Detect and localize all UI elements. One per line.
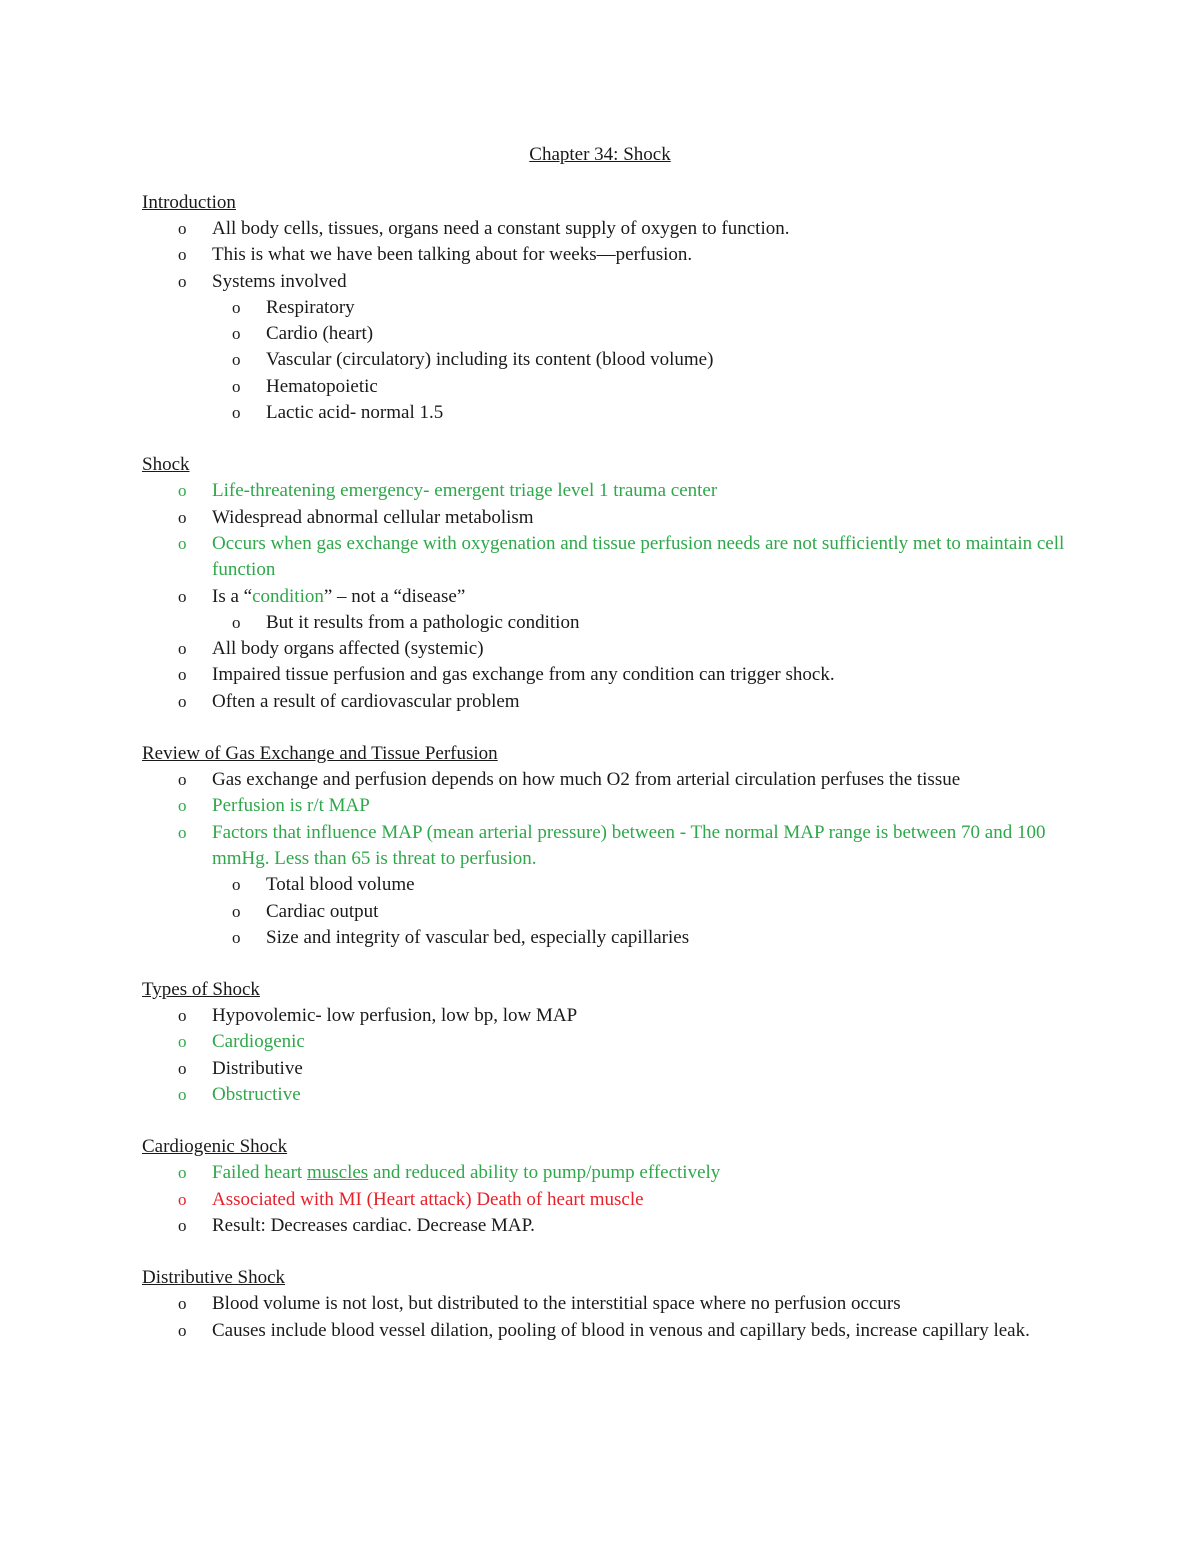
bullet-icon: o [232, 927, 241, 947]
bullet-icon: o [178, 533, 187, 553]
failed-underlined: muscles [306, 1162, 369, 1184]
bullet-icon: o [232, 403, 241, 423]
sub-list-item [142, 400, 1072, 426]
bullet-icon: o [178, 1294, 187, 1314]
sub-list-item [142, 321, 1072, 347]
sub-list-item [142, 374, 1072, 400]
list-item [142, 662, 1072, 688]
list-item-text: Hypovolemic- low perfusion, low bp, low MAP [212, 1005, 578, 1027]
section-heading-review: Review of Gas Exchange and Tissue Perfusion [142, 743, 498, 765]
bullet-icon: o [232, 350, 241, 370]
list-item-text: Obstructive [212, 1084, 301, 1106]
list-item [142, 1213, 1072, 1239]
list-item [142, 1003, 1072, 1029]
list-item-text: Gas exchange and perfusion depends on how much O2 from arterial circulation perfuses the tissue [212, 769, 961, 791]
list-item [142, 1082, 1072, 1108]
list-item [142, 820, 1072, 873]
list-item [142, 767, 1072, 793]
bullet-icon: o [232, 297, 241, 317]
list-item-text: Factors that influence MAP (mean arterial pressure) between - The normal MAP range is between 70 and 100 mmHg. Less than 65 is threat to perfusion. [212, 821, 1046, 869]
bullet-icon: o [232, 875, 241, 895]
list-item [142, 505, 1072, 531]
section-types [142, 977, 1072, 1108]
bullet-icon: o [178, 691, 187, 711]
bullet-icon: o [178, 1032, 187, 1052]
list-item-text: Vascular (circulatory) including its content (blood volume) [266, 349, 714, 371]
list-item-text: Widespread abnormal cellular metabolism [212, 506, 534, 528]
list-item [142, 531, 1072, 584]
list-item [142, 269, 1072, 295]
list-item-text: Cardiogenic [212, 1031, 305, 1053]
bullet-icon: o [178, 271, 187, 291]
list-item-text: Causes include blood vessel dilation, pooling of blood in venous and capillary beds, increase capillary leak. [212, 1319, 1030, 1341]
bullet-icon: o [178, 586, 187, 606]
list-item [142, 1318, 1072, 1344]
list-item-text: Life-threatening emergency- emergent triage level 1 trauma center [212, 480, 718, 502]
list-item-text: Hematopoietic [266, 375, 378, 397]
sub-list-item [142, 872, 1072, 898]
sub-list-item [142, 610, 1072, 636]
list-item [142, 1029, 1072, 1055]
bullet-icon: o [178, 1163, 187, 1183]
bullet-icon: o [178, 639, 187, 659]
list-item-text: But it results from a pathologic condition [266, 611, 580, 633]
section-distributive [142, 1265, 1072, 1344]
list-item-text: This is what we have been talking about for weeks—perfusion. [212, 244, 693, 266]
bullet-icon: o [178, 796, 187, 816]
section-cardiogenic [142, 1134, 1072, 1239]
list-item [142, 689, 1072, 715]
sub-list-item [142, 925, 1072, 951]
bullet-icon: o [178, 1320, 187, 1340]
list-item [142, 636, 1072, 662]
document-body [142, 190, 1072, 1370]
section-heading-introduction: Introduction [142, 192, 236, 213]
list-item [142, 1160, 1072, 1186]
bullet-icon: o [178, 822, 187, 842]
list-item [142, 1056, 1072, 1082]
list-item-text: Total blood volume [266, 874, 415, 896]
section-shock [142, 452, 1072, 715]
list-item-text: Cardio (heart) [266, 323, 374, 345]
bullet-icon: o [178, 665, 187, 685]
section-heading-types: Types of Shock [142, 979, 260, 1001]
bullet-icon: o [178, 245, 187, 265]
list-item-condition [142, 584, 1072, 610]
list-item [142, 793, 1072, 819]
failed-prefix: Failed heart [212, 1162, 307, 1184]
section-introduction [142, 190, 1072, 426]
sub-list-item [142, 899, 1072, 925]
list-item [142, 216, 1072, 242]
condition-highlight: condition [252, 585, 324, 607]
list-item-text: Often a result of cardiovascular problem [212, 690, 520, 712]
list-item-text: Associated with MI (Heart attack) Death of heart muscle [212, 1188, 644, 1210]
bullet-icon: o [178, 1215, 187, 1235]
list-item-text: Cardiac output [266, 900, 379, 922]
bullet-icon: o [232, 901, 241, 921]
list-item-text: Perfusion is r/t MAP [212, 795, 370, 817]
list-item-text: All body cells, tissues, organs need a constant supply of oxygen to function. [212, 218, 790, 239]
list-item [142, 242, 1072, 268]
bullet-icon: o [178, 507, 187, 527]
sub-list-item [142, 347, 1072, 373]
failed-suffix: and reduced ability to pump/pump effectively [368, 1162, 721, 1184]
list-item-text: Systems involved [212, 270, 347, 292]
list-item-text: Result: Decreases cardiac. Decrease MAP. [212, 1214, 535, 1236]
list-item-text: All body organs affected (systemic) [212, 638, 484, 660]
page-title: Chapter 34: Shock [529, 144, 671, 165]
bullet-icon: o [178, 1058, 187, 1078]
bullet-icon: o [178, 1189, 187, 1209]
list-item [142, 1187, 1072, 1213]
bullet-icon: o [232, 612, 241, 632]
list-item-text: Blood volume is not lost, but distributed to the interstitial space where no perfusion occurs [212, 1293, 901, 1315]
list-item-text: Lactic acid- normal 1.5 [266, 402, 444, 424]
list-item-text: Distributive [212, 1057, 303, 1079]
list-item [142, 478, 1072, 504]
bullet-icon: o [178, 219, 187, 238]
bullet-icon: o [232, 324, 241, 344]
bullet-icon: o [178, 1006, 187, 1026]
list-item-text: Occurs when gas exchange with oxygenation and tissue perfusion needs are not sufficiently met to maintain cell function [212, 532, 1065, 581]
condition-suffix: ” – not a “disease” [323, 585, 466, 607]
bullet-icon: o [178, 770, 187, 790]
list-item-text: Size and integrity of vascular bed, especially capillaries [266, 926, 690, 948]
section-heading-cardiogenic: Cardiogenic Shock [142, 1136, 288, 1158]
bullet-icon: o [178, 1085, 187, 1105]
condition-prefix: Is a “ [212, 585, 253, 607]
sub-list-item [142, 295, 1072, 321]
section-heading-distributive: Distributive Shock [142, 1267, 286, 1289]
list-item-text: Impaired tissue perfusion and gas exchange from any condition can trigger shock. [212, 664, 835, 686]
section-heading-shock: Shock [142, 454, 190, 476]
list-item-text: Respiratory [266, 296, 355, 318]
bullet-icon: o [232, 376, 241, 396]
list-item [142, 1291, 1072, 1317]
bullet-icon: o [178, 481, 187, 501]
section-review [142, 741, 1072, 951]
